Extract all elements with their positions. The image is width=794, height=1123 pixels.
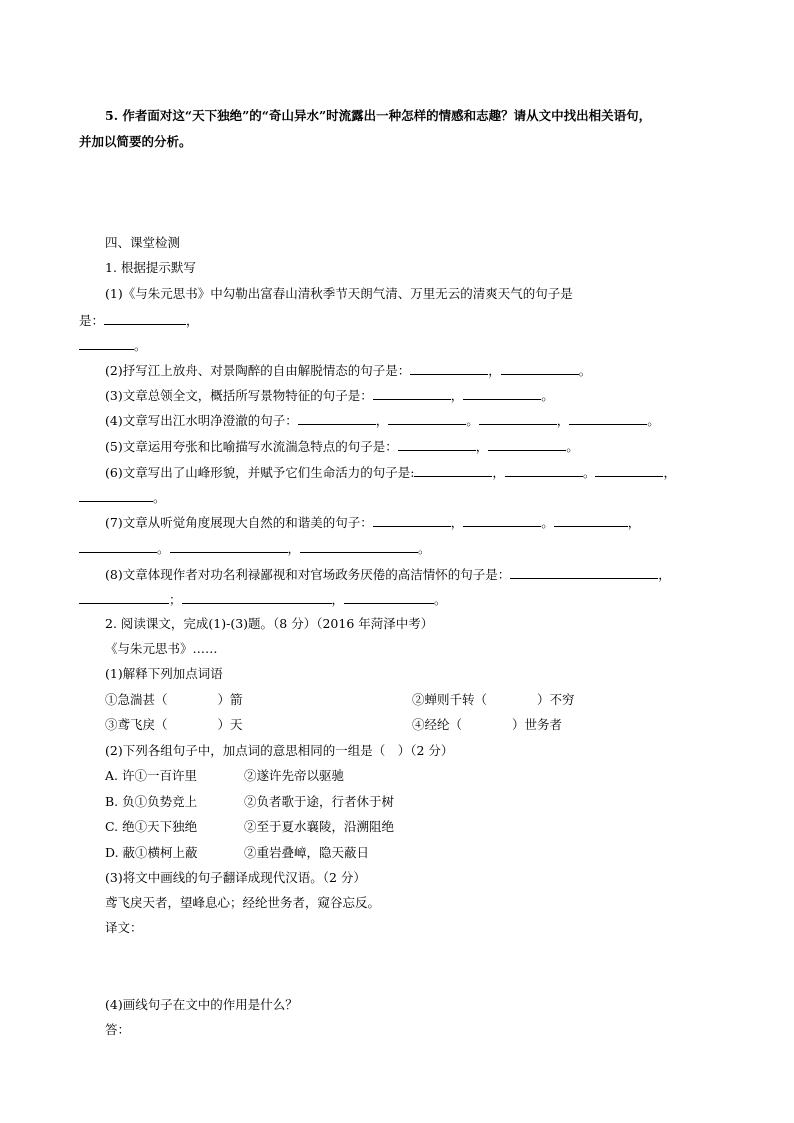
comma: ， [450, 388, 464, 403]
q2-option-c-2: ②至于夏水襄陵，沿溯阻绝 [244, 819, 395, 834]
q2-option-d-2: ②重岩叠嶂，隐天蔽日 [244, 845, 370, 860]
q1-item-2-prompt: (2)抒写江上放舟、对景陶醉的自由解脱情态的句子是： [105, 363, 411, 378]
q2-part1-item-4: ④经纶（ ）世务者 [412, 717, 563, 732]
q1-item-4-prompt: (4)文章写出江水明净澄澈的句子： [105, 413, 298, 428]
answer-blank[interactable] [373, 387, 451, 400]
semicolon: ； [169, 592, 182, 607]
q1-item-8-row-2 [79, 591, 447, 608]
answer-blank[interactable] [344, 591, 434, 604]
comma: ， [556, 413, 570, 428]
q1-item-6 [105, 464, 676, 481]
period: 。 [582, 465, 596, 480]
answer-blank[interactable] [79, 489, 153, 502]
section-4-title: 四、课堂检测 [105, 235, 181, 250]
period: 。 [434, 592, 447, 607]
answer-blank[interactable] [510, 566, 658, 579]
answer-blank[interactable] [554, 514, 628, 527]
answer-blank[interactable] [182, 591, 332, 604]
period: 。 [134, 338, 147, 353]
answer-blank[interactable] [505, 464, 583, 477]
period: 。 [466, 413, 479, 428]
comma: ， [475, 439, 489, 454]
answer-blank[interactable] [479, 412, 557, 425]
q1-item-4 [105, 412, 660, 429]
comma: ， [492, 465, 505, 480]
period: 。 [578, 363, 592, 378]
comma: ， [663, 465, 676, 480]
answer-blank[interactable] [104, 312, 186, 325]
answer-blank[interactable] [79, 591, 169, 604]
q1-item-3 [105, 387, 554, 404]
q2-part1-item-2: ②蝉则千转（ ）不穷 [412, 692, 575, 707]
period: 。 [541, 515, 554, 530]
q2-source: 《与朱元思书》…… [105, 641, 218, 656]
q1-item-7-row-2 [79, 540, 431, 557]
question-5-line2: 并加以简要的分析。 [79, 134, 192, 149]
comma: ， [331, 592, 345, 607]
q2-part1-item-3: ③鸢飞戾（ ）天 [105, 717, 243, 732]
answer-blank[interactable] [79, 337, 134, 350]
q1-title: 1. 根据提示默写 [105, 260, 196, 275]
answer-blank[interactable] [414, 464, 492, 477]
q1-item-5 [105, 438, 579, 455]
q2-option-a-2: ②遂许先帝以驱驰 [244, 768, 345, 783]
period: 。 [418, 541, 431, 556]
q1-item-6-row-2 [79, 489, 166, 506]
period: 。 [153, 490, 166, 505]
answer-blank[interactable] [488, 438, 566, 451]
q1-item-2 [105, 362, 591, 379]
q2-part1-item-1: ①急湍甚（ ）箭 [105, 692, 243, 707]
q2-option-c[interactable]: C. 绝①天下独绝 [105, 819, 198, 834]
q2-option-d[interactable]: D. 蔽①横柯上蔽 [105, 845, 198, 860]
comma: ， [488, 363, 501, 378]
q1-item-7 [105, 514, 640, 531]
q1-item-1-answer-row-2 [79, 337, 147, 354]
q1-item-5-prompt: (5)文章运用夸张和比喻描写水流湍急特点的句子是： [105, 439, 398, 454]
q2-option-b-2: ②负者歌于途，行者休于树 [244, 794, 395, 809]
q2-option-b[interactable]: B. 负①负势竞上 [105, 794, 198, 809]
q2-title: 2. 阅读课文，完成(1)-(3)题。（8 分）（2016 年菏泽中考） [105, 616, 434, 631]
period: 。 [566, 439, 579, 454]
answer-blank[interactable] [595, 464, 663, 477]
comma: ， [186, 313, 199, 328]
comma: ， [627, 515, 641, 530]
q2-part3-answer-label: 译文： [105, 920, 143, 935]
q1-item-1-answer-row [79, 312, 199, 329]
answer-blank[interactable] [569, 412, 647, 425]
period: 。 [647, 413, 660, 428]
comma: ， [450, 515, 464, 530]
q1-item-6-prompt: (6)文章写出了山峰形貌，并赋予它们生命活力的句子是: [105, 465, 415, 480]
answer-blank[interactable] [298, 412, 376, 425]
answer-blank[interactable] [463, 387, 541, 400]
period: 。 [541, 388, 554, 403]
comma: ， [375, 413, 389, 428]
answer-blank[interactable] [410, 362, 488, 375]
answer-blank[interactable] [79, 540, 157, 553]
period: 。 [157, 541, 170, 556]
q2-part3-sentence: 鸢飞戾天者，望峰息心；经纶世务者，窥谷忘反。 [105, 895, 381, 910]
answer-blank[interactable] [300, 540, 418, 553]
q1-item-8 [105, 566, 671, 583]
q1-item-3-prompt: (3)文章总领全文，概括所写景物特征的句子是： [105, 388, 373, 403]
answer-blank[interactable] [170, 540, 288, 553]
question-5-line1: 5. 作者面对这“天下独绝”的“奇山异水”时流露出一种怎样的情感和志趣？请从文中找出相关语句， [105, 108, 652, 123]
q1-item-8-prompt: (8)文章体现作者对功名利禄鄙视和对官场政务厌倦的高洁情怀的句子是： [105, 567, 511, 582]
answer-blank[interactable] [463, 514, 541, 527]
comma: ， [658, 567, 671, 582]
answer-prefix: 是： [79, 313, 105, 328]
answer-blank[interactable] [501, 362, 579, 375]
q2-part4-title: (4)画线句子在文中的作用是什么？ [105, 997, 298, 1012]
answer-blank[interactable] [373, 514, 451, 527]
q1-item-1-prompt: (1)《与朱元思书》中勾勒出富春山清秋季节天朗气清、万里无云的清爽天气的句子是 [105, 286, 573, 301]
answer-blank[interactable] [388, 412, 466, 425]
q2-part4-answer-label: 答： [105, 1022, 131, 1037]
q2-option-a[interactable]: A. 许①一百许里 [105, 768, 197, 783]
comma: ， [287, 541, 301, 556]
answer-blank[interactable] [398, 438, 476, 451]
q2-part2-title: (2)下列各组句子中，加点词的意思相同的一组是（ ）（2 分） [105, 743, 454, 758]
q2-part3-title: (3)将文中画线的句子翻译成现代汉语。（2 分） [105, 870, 366, 885]
q1-item-7-prompt: (7)文章从听觉角度展现大自然的和谐美的句子： [105, 515, 373, 530]
q2-part1-title: (1)解释下列加点词语 [105, 666, 223, 681]
